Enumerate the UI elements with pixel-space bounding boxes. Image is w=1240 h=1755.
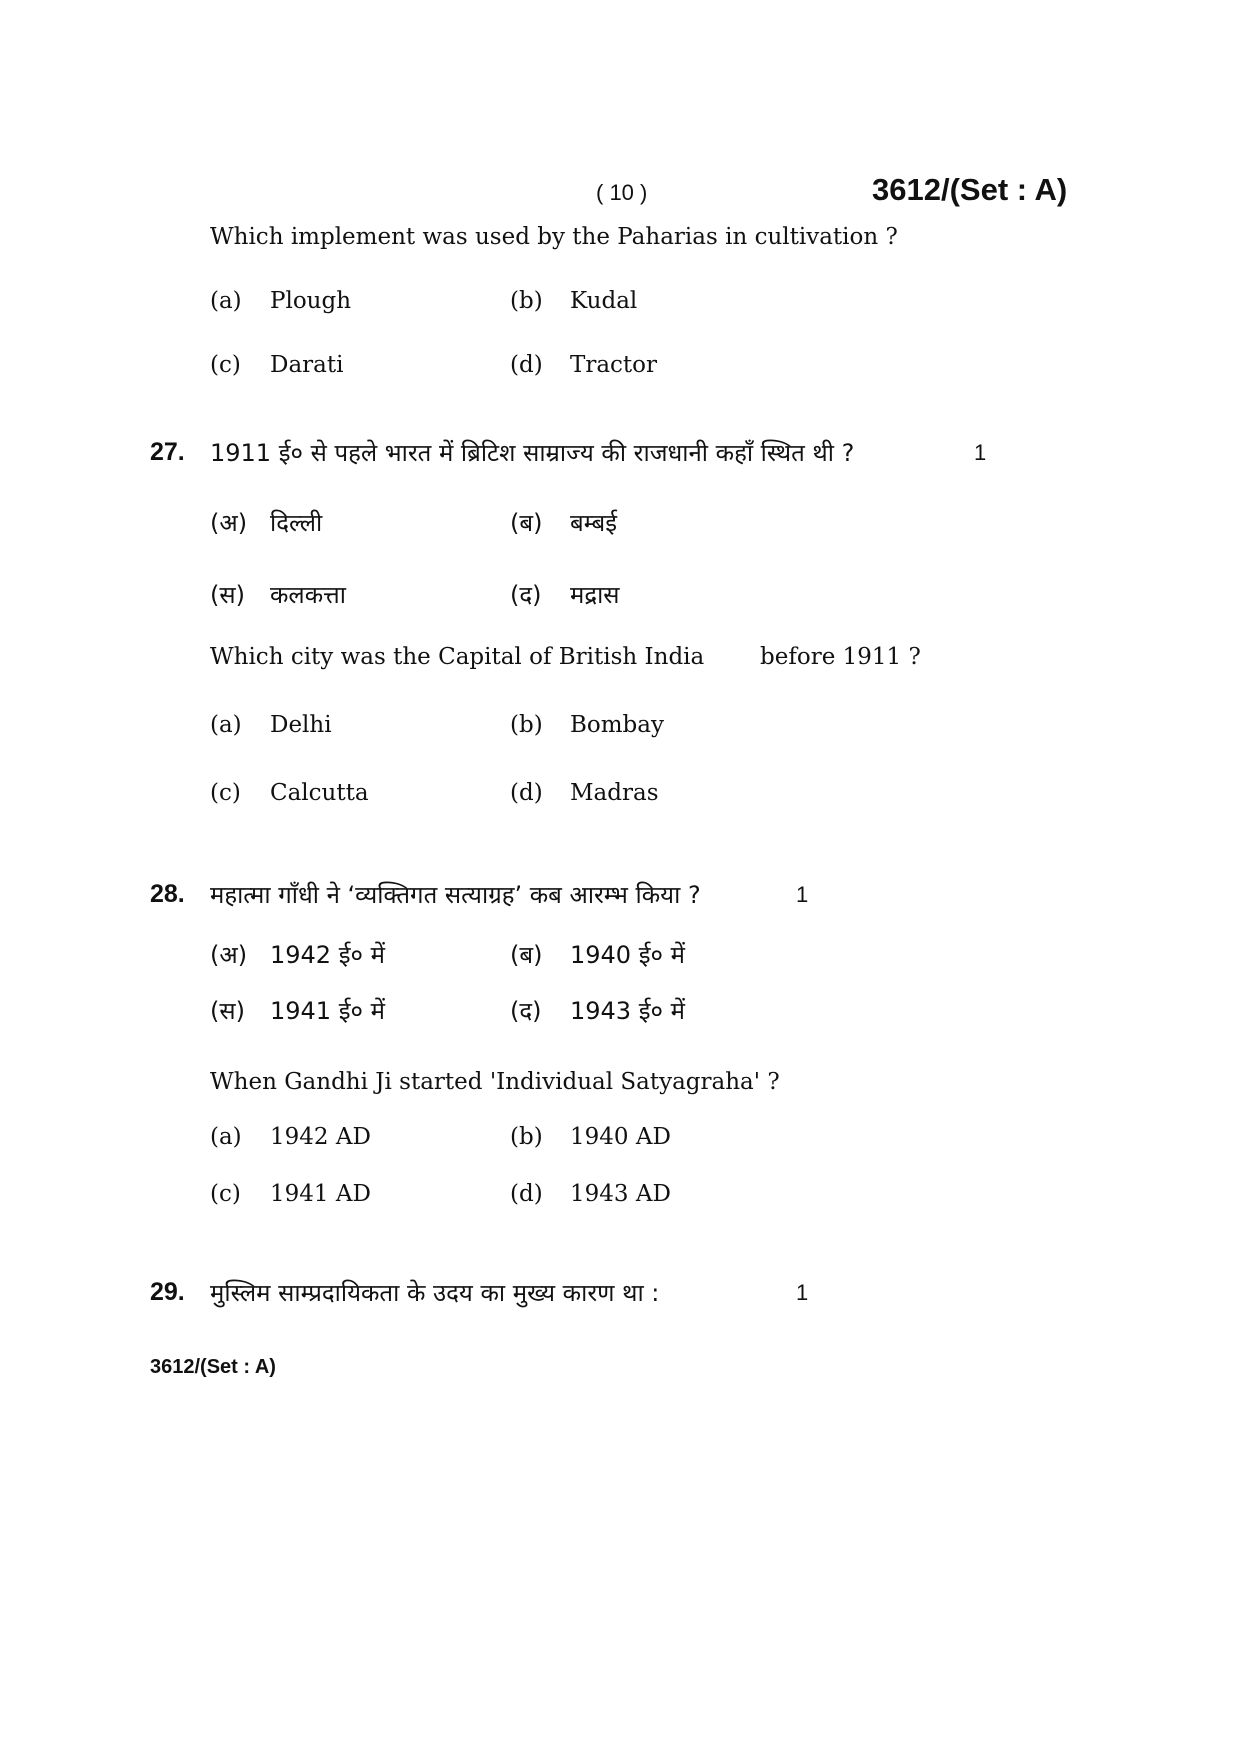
option-text: Bombay [570,712,664,738]
option-text: Madras [570,780,659,806]
option-text: 1943 AD [570,1181,671,1207]
option-label: (ब) [510,509,543,537]
option-label: (c) [210,1181,241,1207]
option-text: Darati [270,352,344,378]
option-label: (b) [510,1124,543,1150]
option-text: Plough [270,288,352,314]
option-text: 1943 ई० में [570,997,685,1025]
option-label: (अ) [210,941,248,969]
option-text: 1942 AD [270,1124,371,1150]
q27-english-text-tail: before 1911 ? [760,644,921,670]
question-number-29: 29. [150,1278,185,1306]
option-label: (a) [210,288,242,314]
option-label: (a) [210,712,242,738]
footer-set-code: 3612/(Set : A) [150,1356,276,1378]
option-text: 1942 ई० में [270,941,385,969]
option-label: (c) [210,780,241,806]
option-text: दिल्ली [270,509,323,537]
option-label: (स) [210,997,245,1025]
option-label: (d) [510,780,543,806]
question-number-27: 27. [150,438,185,466]
option-text: 1940 ई० में [570,941,685,969]
option-text: 1941 AD [270,1181,371,1207]
option-label: (b) [510,288,543,314]
option-text: मद्रास [570,581,620,609]
option-label: (b) [510,712,543,738]
header-set-code: 3612/(Set : A) [872,172,1068,207]
option-label: (d) [510,1181,543,1207]
q28-english-text: When Gandhi Ji started 'Individual Satyagraha' ? [210,1069,780,1095]
option-text: Tractor [570,352,658,378]
option-label: (ब) [510,941,543,969]
option-label: (a) [210,1124,242,1150]
option-text: 1940 AD [570,1124,671,1150]
option-label: (c) [210,352,241,378]
q28-hindi-text: महात्मा गाँधी ने ‘व्यक्तिगत सत्याग्रह’ कब आरम्भ किया ? [210,881,701,909]
q29-marks: 1 [796,1280,809,1305]
option-text: Calcutta [270,780,369,806]
option-label: (द) [510,997,542,1025]
option-text: बम्बई [570,509,617,537]
q27-english-text: Which city was the Capital of British India [210,644,705,670]
q29-hindi-text: मुस्लिम साम्प्रदायिकता के उदय का मुख्य कारण था : [210,1279,660,1307]
q28-marks: 1 [796,882,809,907]
option-text: Delhi [270,712,332,738]
option-text: 1941 ई० में [270,997,385,1025]
q26-english-text: Which implement was used by the Paharias in cultivation ? [210,224,898,250]
option-text: कलकत्ता [270,581,346,609]
option-label: (अ) [210,509,248,537]
option-label: (d) [510,352,543,378]
q27-marks: 1 [974,440,987,465]
option-text: Kudal [570,288,638,314]
option-label: (स) [210,581,245,609]
question-number-28: 28. [150,880,185,908]
q27-hindi-text: 1911 ई० से पहले भारत में ब्रिटिश साम्राज्य की राजधानी कहाँ स्थित थी ? [210,439,855,467]
page-number: ( 10 ) [596,180,648,205]
option-label: (द) [510,581,542,609]
